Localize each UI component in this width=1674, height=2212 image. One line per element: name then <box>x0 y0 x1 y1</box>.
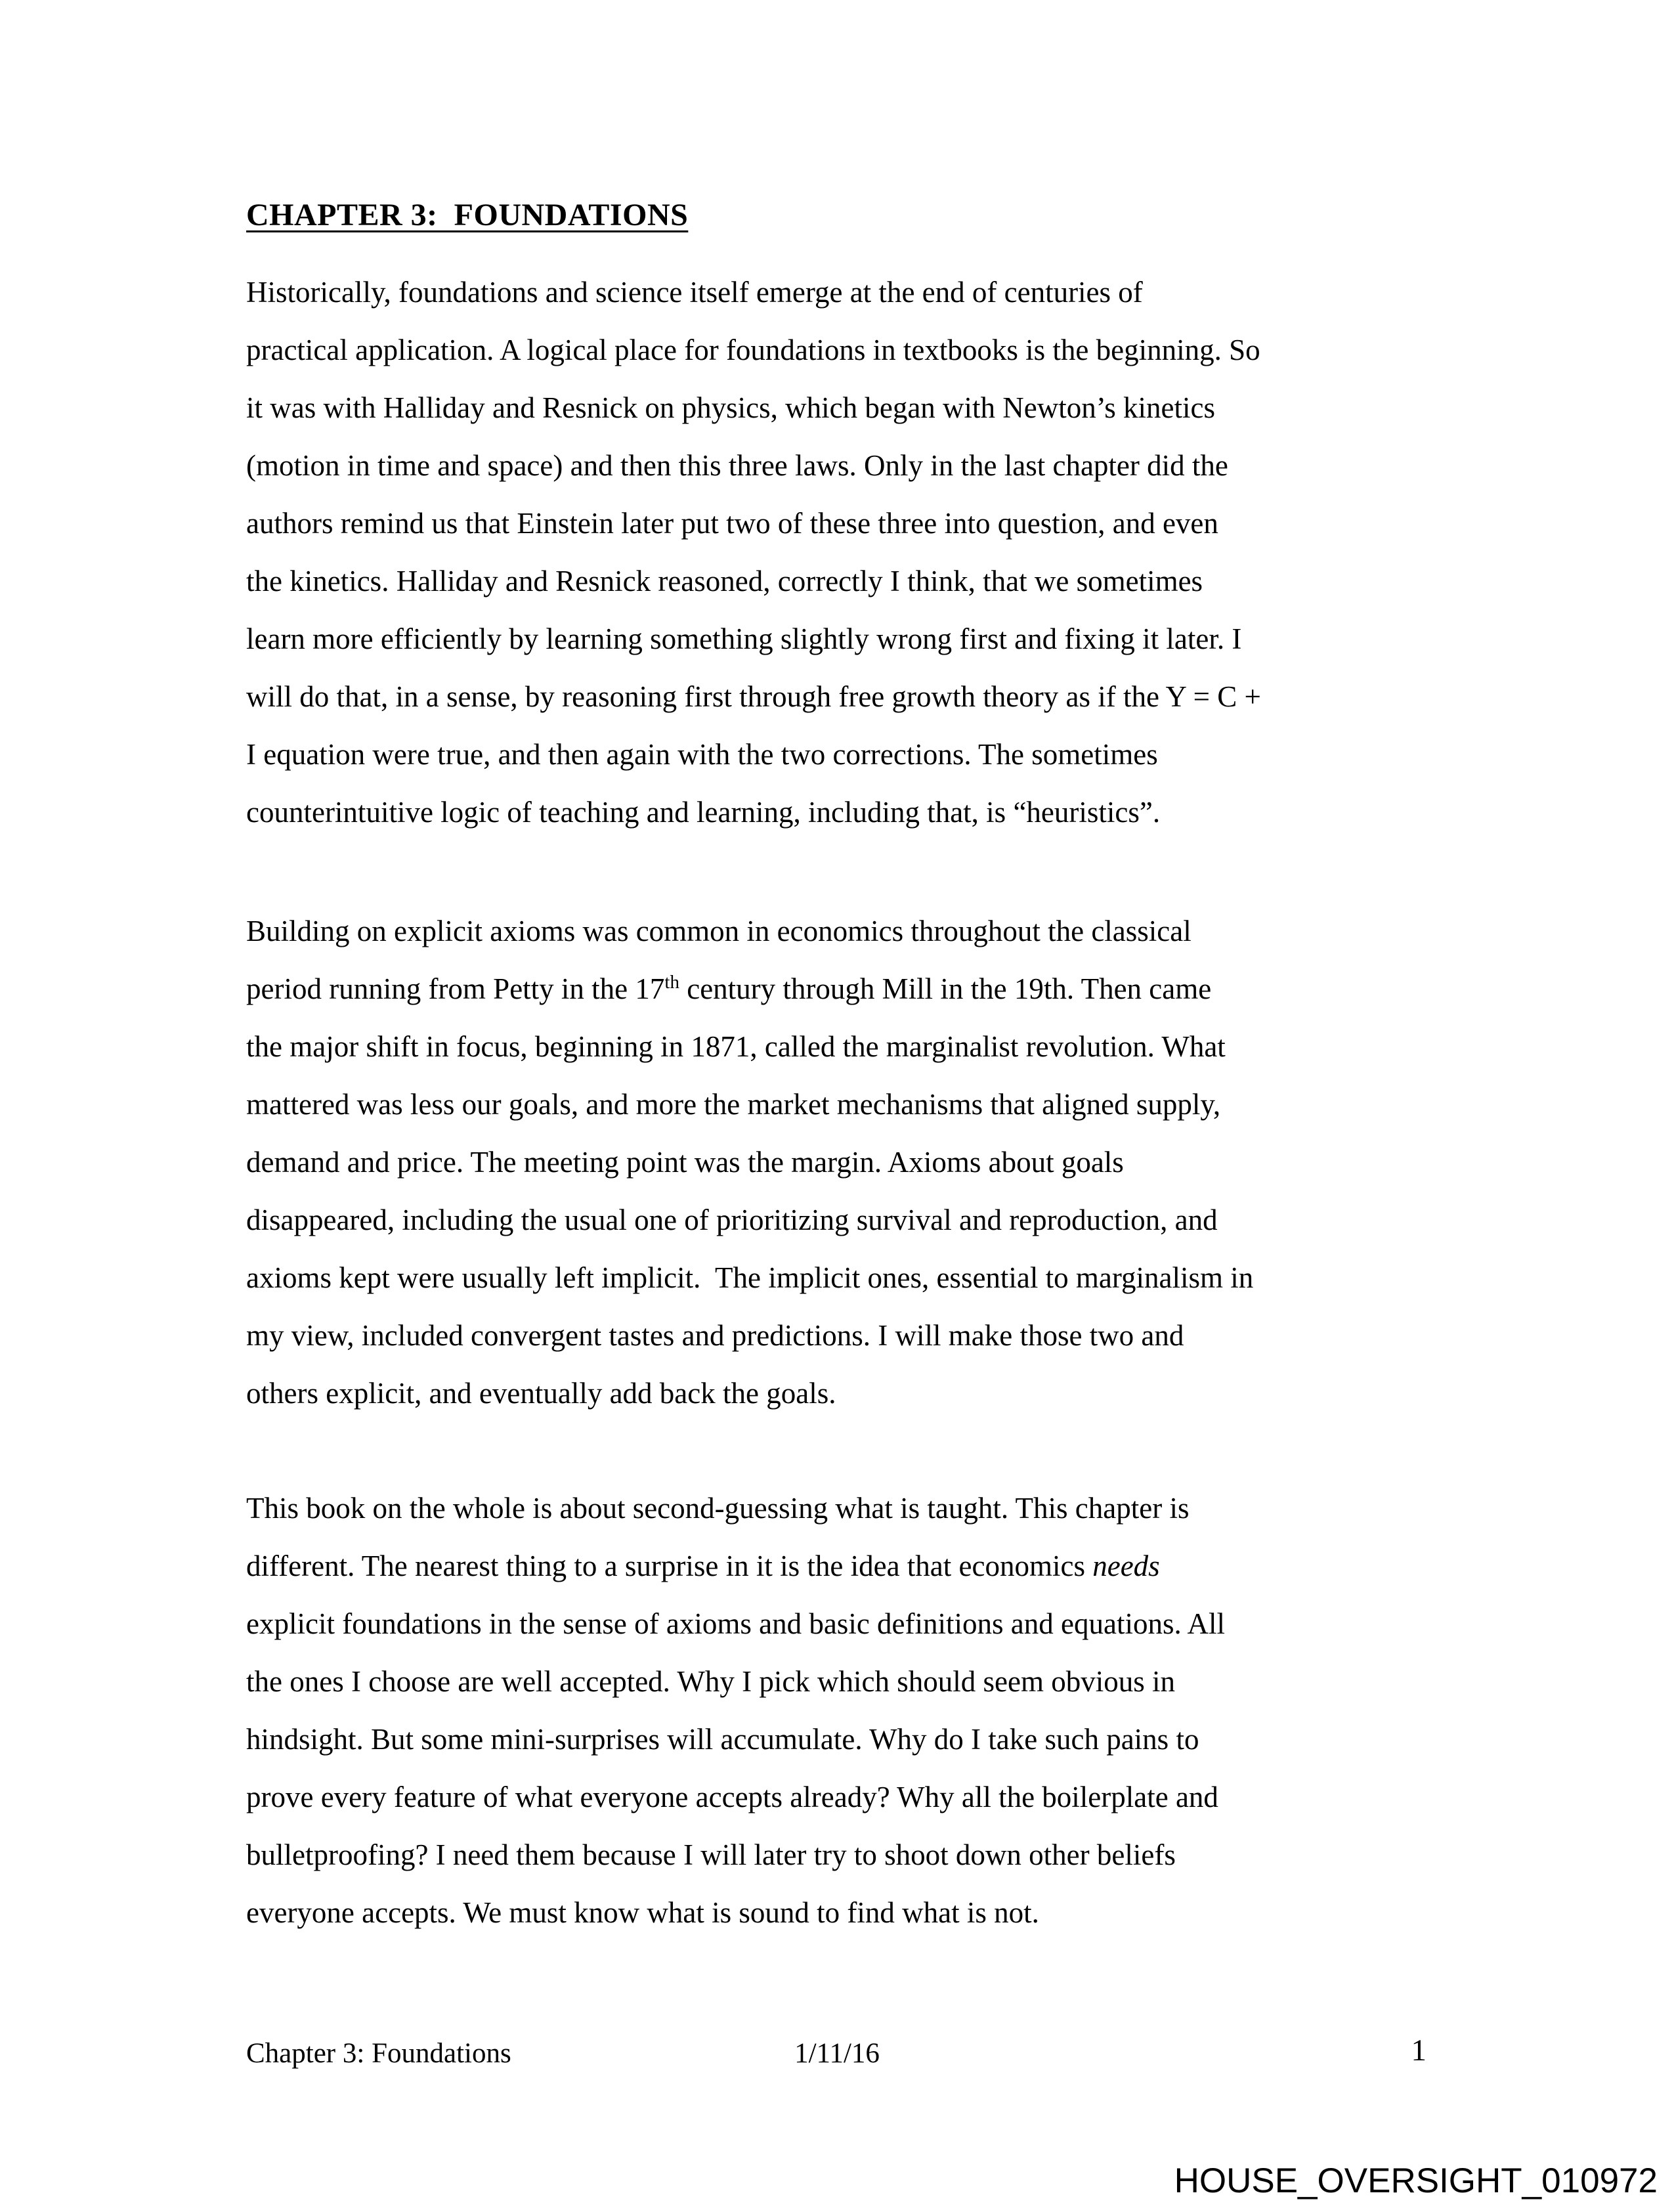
bates-stamp: HOUSE_OVERSIGHT_010972 <box>1174 2161 1658 2200</box>
p3-line-1: This book on the whole is about second-guessing what is taught. This chapter is <box>246 1492 1190 1525</box>
footer-page-number: 1 <box>1411 2033 1427 2068</box>
p1-line-9: I equation were true, and then again with the two corrections. The sometimes <box>246 738 1158 771</box>
p2-line-4: mattered was less our goals, and more the market mechanisms that aligned supply, <box>246 1088 1221 1121</box>
p3-line-5: hindsight. But some mini-surprises will accumulate. Why do I take such pains to <box>246 1723 1199 1756</box>
p1-line-2: practical application. A logical place for foundations in textbooks is the beginning. So <box>246 334 1260 366</box>
paragraph-2 <box>246 902 1559 1422</box>
p2-line-2 <box>246 960 1559 1018</box>
p1-line-7: learn more efficiently by learning something slightly wrong first and fixing it later. I <box>246 622 1242 655</box>
p1-line-10: counterintuitive logic of teaching and learning, including that, is “heuristics”. <box>246 796 1161 829</box>
p2-line-2-text-after: century through Mill in the 19th. Then came <box>679 972 1212 1005</box>
emphasized-word: needs <box>1092 1550 1160 1582</box>
p1-line-4: (motion in time and space) and then this three laws. Only in the last chapter did the <box>246 449 1228 482</box>
p1-line-8: will do that, in a sense, by reasoning first through free growth theory as if the Y = C + <box>246 680 1261 713</box>
chapter-heading: CHAPTER 3: FOUNDATIONS <box>246 198 689 232</box>
p2-line-9: others explicit, and eventually add back the goals. <box>246 1377 836 1410</box>
p3-line-8: everyone accepts. We must know what is sound to find what is not. <box>246 1896 1039 1929</box>
p1-line-1: Historically, foundations and science itself emerge at the end of centuries of <box>246 276 1143 309</box>
p1-line-6: the kinetics. Halliday and Resnick reasoned, correctly I think, that we sometimes <box>246 565 1203 597</box>
paragraph-3 <box>246 1479 1559 1941</box>
ordinal-superscript: th <box>664 972 679 993</box>
p2-line-6: disappeared, including the usual one of prioritizing survival and reproduction, and <box>246 1204 1218 1236</box>
p2-line-3: the major shift in focus, beginning in 1871, called the marginalist revolution. What <box>246 1030 1226 1063</box>
p3-line-7: bulletproofing? I need them because I will later try to shoot down other beliefs <box>246 1838 1176 1871</box>
p3-line-6: prove every feature of what everyone accepts already? Why all the boilerplate and <box>246 1781 1218 1813</box>
p1-line-5: authors remind us that Einstein later put two of these three into question, and even <box>246 507 1218 540</box>
p3-line-2 <box>246 1537 1559 1595</box>
p3-line-3: explicit foundations in the sense of axioms and basic definitions and equations. All <box>246 1607 1225 1640</box>
footer-chapter-label: Chapter 3: Foundations <box>246 2038 511 2069</box>
p1-line-3: it was with Halliday and Resnick on physics, which began with Newton’s kinetics <box>246 391 1216 424</box>
paragraph-1 <box>246 263 1559 841</box>
p3-line-2-text: different. The nearest thing to a surprise in it is the idea that economics <box>246 1550 1093 1582</box>
p2-line-7: axioms kept were usually left implicit. The implicit ones, essential to marginalism in <box>246 1261 1254 1294</box>
p2-line-5: demand and price. The meeting point was the margin. Axioms about goals <box>246 1146 1124 1179</box>
footer-date: 1/11/16 <box>794 2038 880 2069</box>
p2-line-8: my view, included convergent tastes and predictions. I will make those two and <box>246 1319 1184 1352</box>
p2-line-1: Building on explicit axioms was common in economics throughout the classical <box>246 915 1191 947</box>
p2-line-2-text: period running from Petty in the 17 <box>246 972 665 1005</box>
p3-line-4: the ones I choose are well accepted. Why I pick which should seem obvious in <box>246 1665 1176 1698</box>
